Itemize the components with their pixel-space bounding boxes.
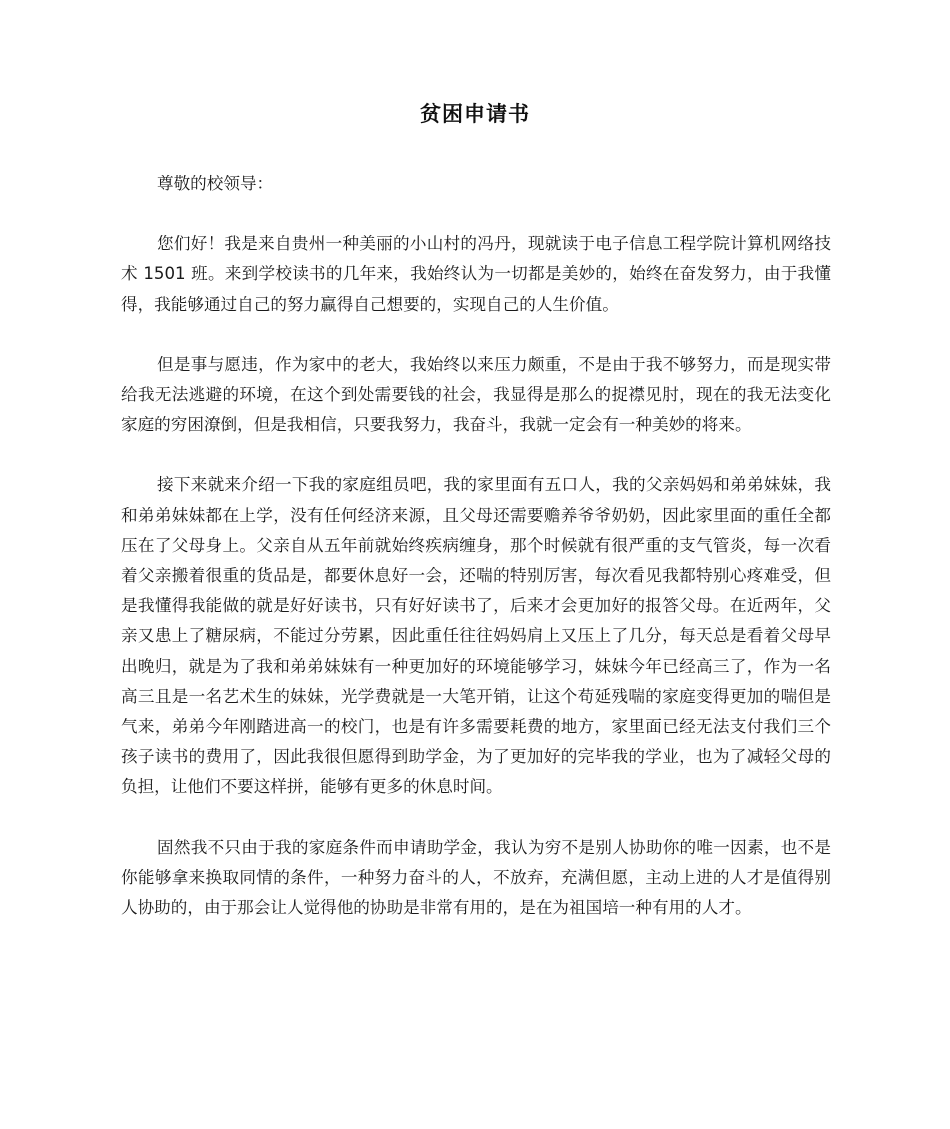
paragraph-4: 固然我不只由于我的家庭条件而申请助学金，我认为穷不是别人协助你的唯一因素，也不是你能够拿来换取同情的条件，一种努力奋斗的人，不放弃，充满但愿，主动上进的人才是值得别人协助的，由于那会让人觉得他的协助是非常有用的，是在为祖国培一种有用的人才。 bbox=[121, 837, 831, 918]
document-title: 贫困申请书 bbox=[420, 102, 530, 126]
document-body bbox=[121, 169, 831, 923]
paragraph-3: 接下来就来介绍一下我的家庭组员吧，我的家里面有五口人，我的父亲妈妈和弟弟妹妹，我和弟弟妹妹都在上学，没有任何经济来源，且父母还需要赡养爷爷奶奶，因此家里面的重任全都压在了父母身上。父亲自从五年前就始终疾病缠身，那个时候就有很严重的支气管炎，每一次看着父亲搬着很重的货品是，都要休息好一会，还喘的特别厉害，每次看见我都特别心疼难受，但是我懂得我能做的就是好好读书，只有好好读书了，后来才会更加好的报答父母。在近两年，父亲又患上了糖尿病，不能过分劳累，因此重任往往妈妈肩上又压上了几分，每天总是看着父母早出晚归，就是为了我和弟弟妹妹有一种更加好的环境能够学习，妹妹今年已经高三了，作为一名高三且是一名艺术生的妹妹，光学费就是一大笔开销，让这个苟延残喘的家庭变得更加的喘但是气来，弟弟今年刚踏进高一的校门，也是有许多需要耗费的地方，家里面已经无法支付我们三个孩子读书的费用了，因此我很但愿得到助学金，为了更加好的完毕我的学业，也为了减轻父母的负担，让他们不要这样拼，能够有更多的休息时间。 bbox=[121, 475, 831, 797]
paragraph-1: 您们好！我是来自贵州一种美丽的小山村的冯丹，现就读于电子信息工程学院计算机网络技术 1501 班。来到学校读书的几年来，我始终认为一切都是美妙的，始终在奋发努力，由于我懂得，我能够通过自己的努力赢得自己想要的，实现自己的人生价值。 bbox=[121, 234, 831, 314]
paragraph-2: 但是事与愿违，作为家中的老大，我始终以来压力颇重，不是由于我不够努力，而是现实带给我无法逃避的环境，在这个到处需要钱的社会，我显得是那么的捉襟见肘，现在的我无法变化家庭的穷困潦倒，但是我相信，只要我努力，我奋斗，我就一定会有一种美妙的将来。 bbox=[121, 354, 831, 435]
greeting: 尊敬的校领导： bbox=[157, 174, 274, 193]
